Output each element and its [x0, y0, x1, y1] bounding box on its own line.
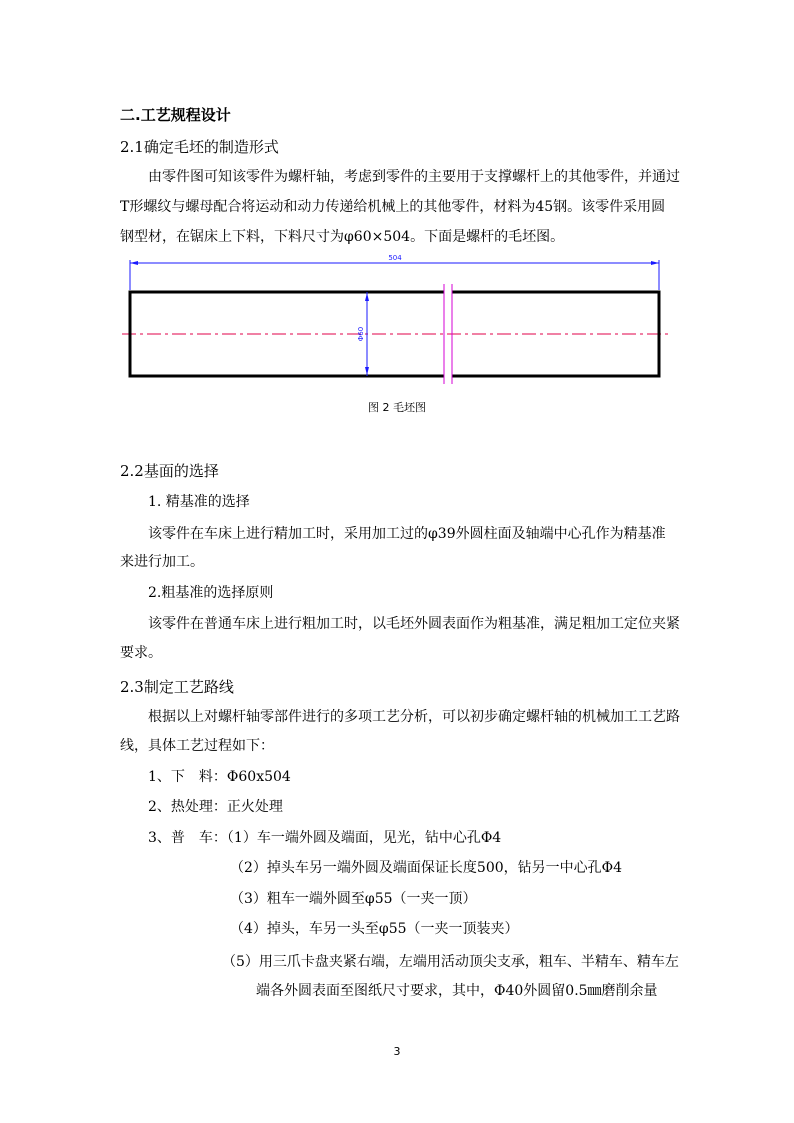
arrow-up-icon	[365, 293, 369, 301]
process-substep: （2）掉头车另一端外圆及端面保证长度500，钻另一中心孔Φ4	[230, 860, 623, 876]
paragraph-line: 该零件在普通车床上进行粗加工时，以毛坯外圆表面作为粗基准，满足粗加工定位夹紧	[148, 616, 680, 632]
heading-2-1: 2.1确定毛坯的制造形式	[120, 138, 279, 156]
item-title: 2.粗基准的选择原则	[148, 585, 274, 601]
heading-2-3: 2.3制定工艺路线	[120, 678, 234, 696]
paragraph-line: 钢型材，在锯床上下料，下料尺寸为φ60×504。下面是螺杆的毛坯图。	[120, 229, 565, 245]
paragraph-line: 来进行加工。	[120, 554, 204, 570]
heading-2-2: 2.2基面的选择	[120, 462, 219, 480]
process-substep: 端各外圆表面至图纸尺寸要求，其中，Φ40外圆留0.5㎜磨削余量	[256, 983, 658, 999]
diameter-dimension-text: Φ60	[357, 326, 365, 342]
item-title: 1. 精基准的选择	[148, 494, 250, 510]
paragraph-line: T形螺纹与螺母配合将运动和动力传递给机械上的其他零件，材料为45钢。该零件采用圆	[120, 199, 666, 215]
process-step: 2、热处理：正火处理	[148, 799, 283, 815]
blank-drawing-figure	[0, 248, 794, 408]
figure-caption: 图 2 毛坯图	[368, 401, 426, 414]
arrow-right-icon	[651, 261, 659, 265]
paragraph-line: 要求。	[120, 645, 162, 661]
paragraph-line: 由零件图可知该零件为螺杆轴，考虑到零件的主要用于支撑螺杆上的其他零件，并通过	[148, 169, 680, 185]
process-substep: （4）掉头，车另一头至φ55（一夹一顶装夹）	[230, 921, 519, 937]
section-title: 二.工艺规程设计	[120, 106, 231, 124]
paragraph-line: 根据以上对螺杆轴零部件进行的多项工艺分析，可以初步确定螺杆轴的机械加工工艺路	[148, 709, 680, 725]
arrow-left-icon	[130, 261, 138, 265]
paragraph-line: 该零件在车床上进行精加工时，采用加工过的φ39外圆柱面及轴端中心孔作为精基准	[148, 526, 666, 542]
paragraph-line: 线，具体工艺过程如下：	[120, 738, 274, 754]
arrow-down-icon	[365, 367, 369, 375]
length-dimension-text: 504	[388, 254, 402, 262]
process-step: 1、下 料：Φ60x504	[148, 769, 291, 785]
process-step: 3、普 车：（1）车一端外圆及端面，见光，钻中心孔Φ4	[148, 830, 502, 846]
page-number: 3	[393, 1045, 401, 1058]
process-substep: （5）用三爪卡盘夹紧右端，左端用活动顶尖支承，粗车、半精车、精车左	[222, 954, 679, 970]
process-substep: （3）粗车一端外圆至φ55（一夹一顶）	[230, 891, 477, 907]
